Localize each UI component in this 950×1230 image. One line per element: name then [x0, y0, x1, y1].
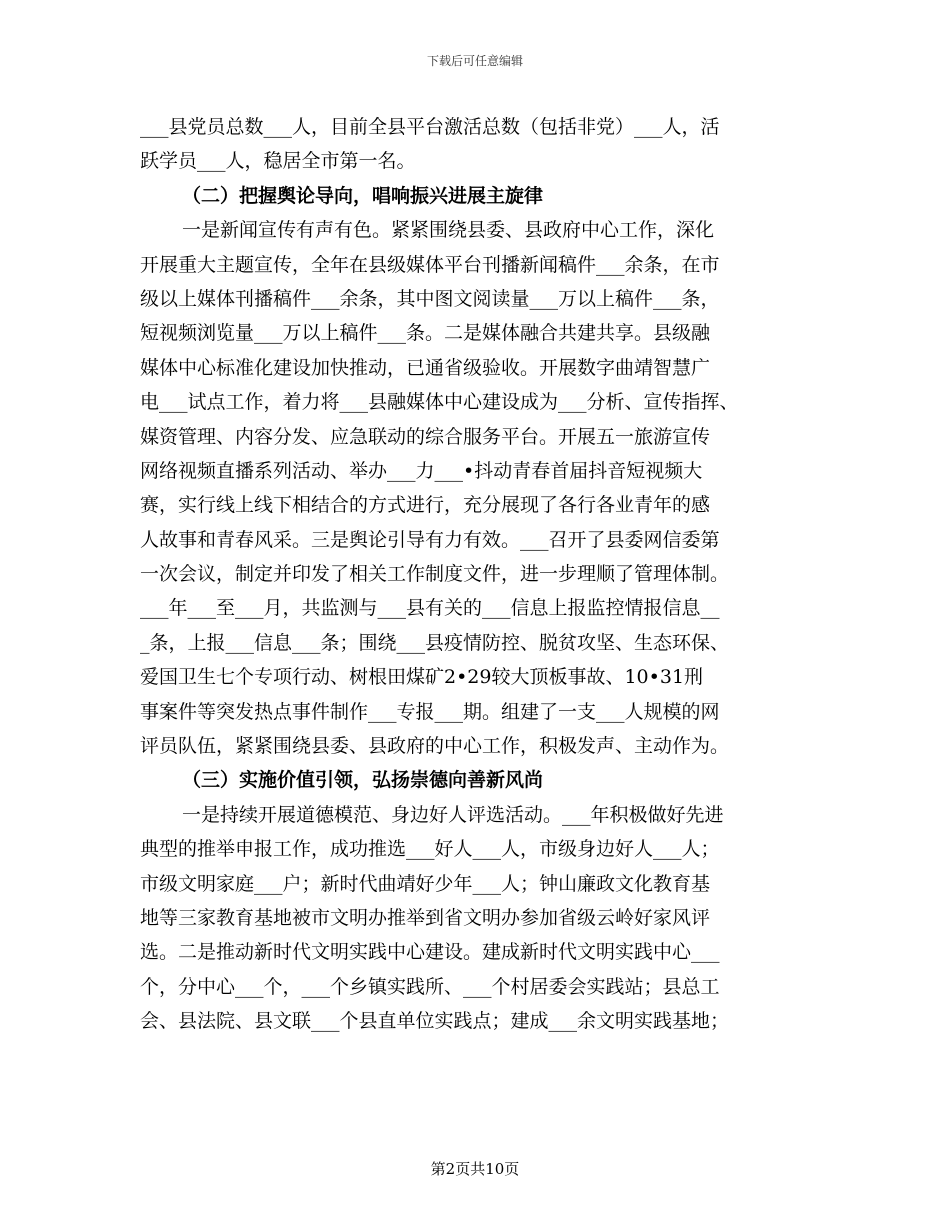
body-line: 电___试点工作，着力将___县融媒体中心建设成为___分析、宣传指挥、 — [140, 391, 739, 414]
body-line: _条，上报___信息___条；围绕___县疫情防控、脱贫攻坚、生态环保、 — [140, 631, 730, 654]
body-line: 会、县法院、县文联___个县直单位实践点；建成___余文明实践基地； — [140, 1010, 730, 1033]
body-line: 短视频浏览量___万以上稿件___条。二是媒体融合共建共享。县级融 — [140, 322, 711, 345]
body-line: 媒资管理、内容分发、应急联动的综合服务平台。开展五一旅游宣传 — [140, 425, 711, 448]
body-line: 媒体中心标准化建设加快推动，已通省级验收。开展数字曲靖智慧广 — [140, 356, 711, 379]
body-line: 爱国卫生七个专项行动、树根田煤矿2•29较大顶板事故、10•31刑 — [140, 666, 704, 689]
body-line: 典型的推举申报工作，成功推选___好人___人，市级身边好人___人； — [140, 838, 720, 861]
body-line: 一次会议，制定并印发了相关工作制度文件，进一步理顺了管理体制。 — [140, 563, 730, 586]
body-line: 赛，实行线上线下相结合的方式进行，充分展现了各行各业青年的感 — [140, 494, 711, 517]
body-line: 网络视频直播系列活动、举办___力___•抖动青春首届抖音短视频大 — [140, 459, 703, 482]
page-header: 下载后可任意编辑 — [426, 54, 523, 68]
paragraph-start: 一是新闻宣传有声有色。紧紧围绕县委、县政府中心工作，深化 — [182, 219, 715, 242]
body-line: 跃学员___人，稳居全市第一名。 — [140, 150, 416, 173]
section-heading-3: （三）实施价值引领，弘扬崇德向善新风尚 — [182, 769, 544, 792]
body-line: 级以上媒体刊播稿件___余条，其中图文阅读量___万以上稿件___条， — [140, 287, 720, 310]
body-line: 人故事和青春风采。三是舆论引导有力有效。___召开了县委网信委第 — [140, 528, 720, 551]
body-line: 选。二是推动新时代文明实践中心建设。建成新时代文明实践中心___ — [140, 941, 720, 964]
body-line: 评员队伍，紧紧围绕县委、县政府的中心工作，积极发声、主动作为。 — [140, 735, 730, 758]
body-line: 市级文明家庭___户；新时代曲靖好少年___人；钟山廉政文化教育基 — [140, 872, 711, 895]
body-line: 事案件等突发热点事件制作___专报___期。组建了一支___人规模的网 — [140, 700, 720, 723]
page-number-footer: 第2页共10页 — [430, 1160, 520, 1178]
paragraph-start: 一是持续开展道德模范、身边好人评选活动。___年积极做好先进 — [182, 803, 724, 826]
body-line: ___年___至___月，共监测与___县有关的___信息上报监控情报信息__ — [140, 597, 720, 620]
document-body — [140, 110, 816, 1039]
body-line: 地等三家教育基地被市文明办推举到省文明办参加省级云岭好家风评 — [140, 906, 711, 929]
body-line: 开展重大主题宣传，全年在县级媒体平台刊播新闻稿件___余条，在市 — [140, 253, 720, 276]
body-line: ___县党员总数___人，目前全县平台激活总数（包括非党）___人，活 — [140, 116, 720, 138]
body-line: 个，分中心___个，___个乡镇实践所、___个村居委会实践站；县总工 — [140, 975, 720, 998]
section-heading-2: （二）把握舆论导向，唱响振兴进展主旋律 — [182, 184, 544, 207]
